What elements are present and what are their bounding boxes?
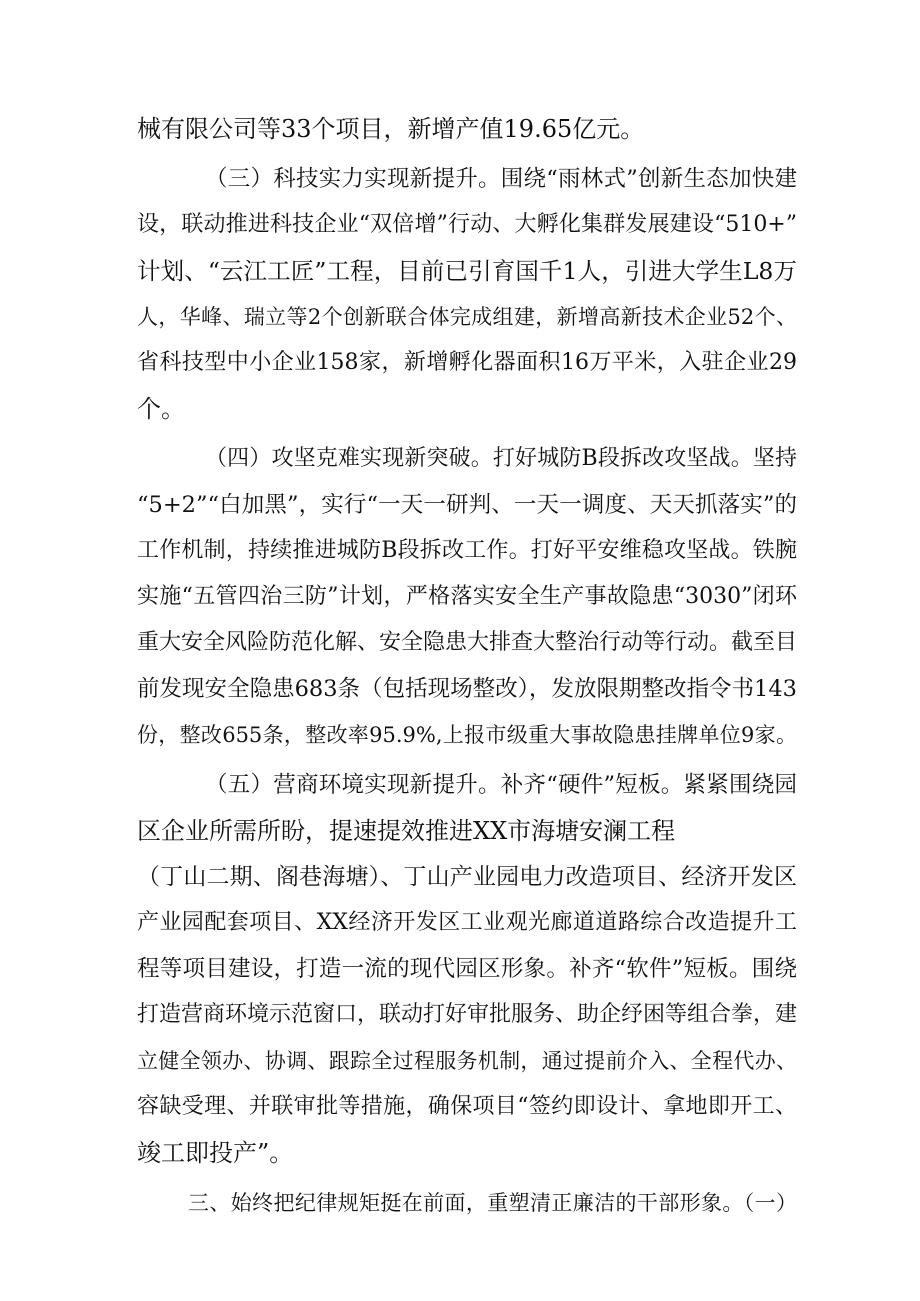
text-line-22: 容缺受理、并联审批等措施，确保项目“签约即设计、拿地即开工、	[137, 1094, 797, 1119]
text-line-20: 打造营商环境示范窗口，联动打好审批服务、助企纾困等组合拳，建	[137, 1002, 798, 1027]
text-line-24: 三、始终把纪律规矩挺在前面，重塑清正廉洁的干部形象。（一）	[188, 1191, 797, 1215]
text-line-17: （丁山二期、阁巷海塘）、丁山产业园电力改造项目、经济开发区	[137, 864, 797, 890]
text-line-8: （四）攻坚克难实现新突破。打好城防B段拆改攻坚战。坚持	[205, 446, 797, 471]
text-line-7: 个。	[137, 395, 185, 423]
text-line-5: 人，华峰、瑞立等2个创新联合体完成组建，新增高新技术企业52个、	[137, 305, 797, 329]
text-line-9: “5+2”“白加黑”，实行“一天一研判、一天一调度、天天抓落实”的	[137, 492, 797, 518]
text-line-21: 立健全领办、协调、跟踪全过程服务机制，通过提前介入、全程代办、	[137, 1049, 797, 1073]
text-line-1: 械有限公司等33个项目，新增产值19.65亿元。	[137, 115, 645, 143]
text-line-3: 设，联动推进科技企业“双倍增”行动、大孵化集群发展建设“510+”	[137, 212, 797, 237]
text-line-19: 程等项目建设，打造一流的现代园区形象。补齐“软件”短板。围绕	[137, 956, 797, 982]
text-line-18: 产业园配套项目、XX经济开发区工业观光廊道道路综合改造提升工	[137, 910, 797, 935]
text-line-11: 实施“五管四治三防”计划，严格落实安全生产事故隐患“3030”闭环	[137, 584, 797, 609]
text-line-14: 份，整改655条，整改率95.9%,上报市级重大事故隐患挂牌单位9家。	[137, 723, 797, 747]
text-line-16: 区企业所需所盼，提速提效推进XX市海塘安澜工程	[137, 817, 676, 845]
text-line-2: （三）科技实力实现新提升。围绕“雨林式”创新生态加快建	[205, 166, 797, 192]
text-line-4: 计划、“云江工匠”工程，目前已引育国千1人，引进大学生L8万	[137, 257, 797, 285]
text-line-15: （五）营商环境实现新提升。补齐“硬件”短板。紧紧围绕园	[205, 772, 797, 798]
text-line-23: 竣工即投产”。	[137, 1139, 294, 1167]
text-line-12: 重大安全风险防范化解、安全隐患大排查大整治行动等行动。截至目	[137, 630, 798, 655]
text-line-6: 省科技型中小企业158家，新增孵化器面积16万平米，入驻企业29	[137, 350, 797, 375]
text-line-13: 前发现安全隐患683条（包括现场整改），发放限期整改指令书143	[137, 676, 797, 702]
text-line-10: 工作机制，持续推进城防B段拆改工作。打好平安维稳攻坚战。铁腕	[137, 538, 797, 563]
